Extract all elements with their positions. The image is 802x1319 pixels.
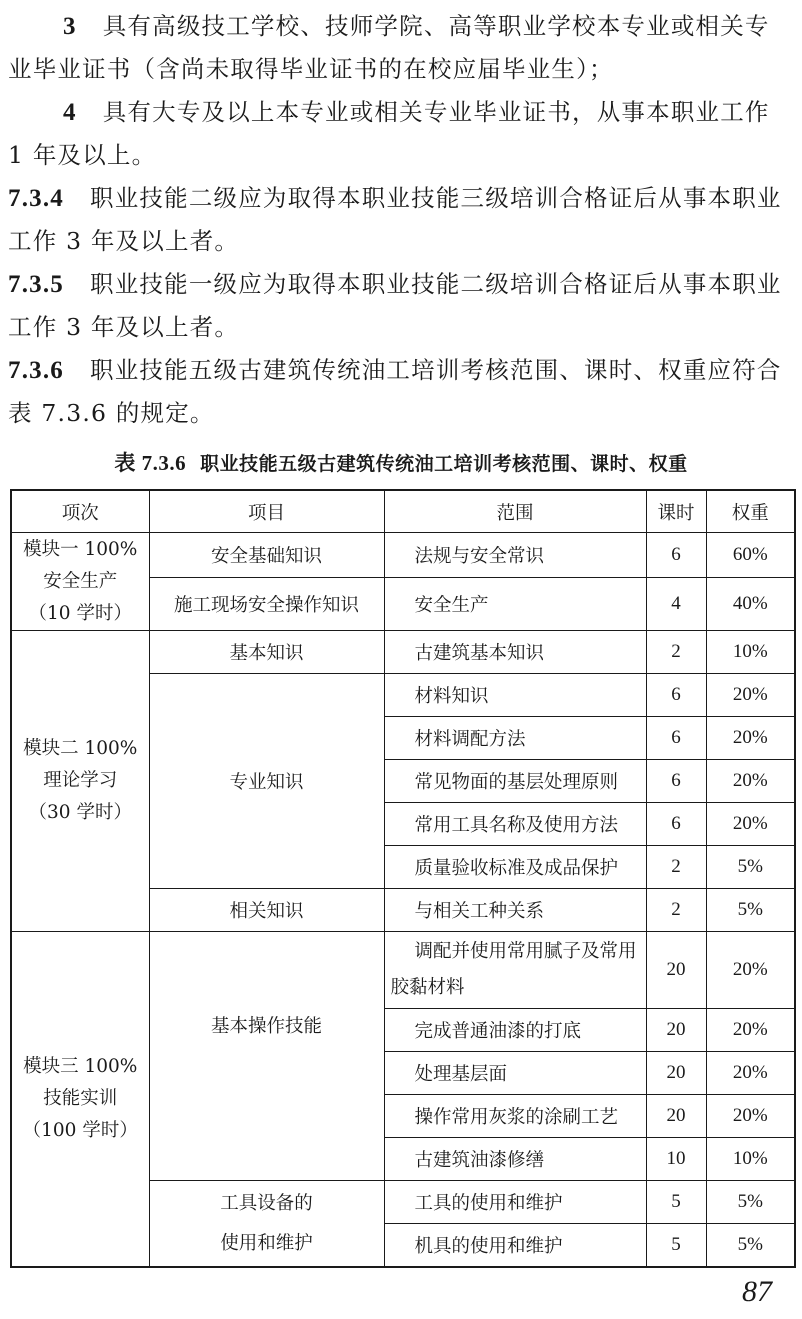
hours-cell: 6	[646, 533, 706, 578]
module-name: 理论学习	[43, 770, 118, 791]
module-title: 模块三 100%	[23, 1056, 138, 1077]
item-number: 4	[63, 99, 77, 126]
table-header-row	[11, 490, 795, 533]
clause-7-3-5	[8, 263, 794, 349]
clause-7-3-4	[8, 177, 794, 263]
scope-cell: 质量验收标准及成品保护	[384, 846, 646, 889]
hours-cell: 20	[646, 1009, 706, 1052]
module-cell	[11, 533, 149, 631]
page-number: 87	[742, 1275, 772, 1308]
weight-cell: 10%	[706, 1138, 795, 1181]
scope-cell: 常用工具名称及使用方法	[384, 803, 646, 846]
hours-cell: 5	[646, 1224, 706, 1268]
module-title: 模块一 100%	[23, 538, 138, 560]
table-row	[11, 631, 795, 674]
header-weight: 权重	[706, 490, 795, 533]
item-text: 具有高级技工学校、技师学院、高等职业学校本专业或相关专业毕业证书（含尚未取得毕业证书的在校应届毕业生）；	[8, 12, 770, 83]
scope-cell: 处理基层面	[384, 1052, 646, 1095]
header-item-no: 项次	[11, 490, 149, 533]
item-text: 具有大专及以上本专业或相关专业毕业证书，从事本职业工作 1 年及以上。	[8, 98, 770, 169]
hours-cell: 6	[646, 717, 706, 760]
scope-cell: 材料调配方法	[384, 717, 646, 760]
clause-number: 7.3.6	[8, 357, 64, 384]
scope-cell: 常见物面的基层处理原则	[384, 760, 646, 803]
item-number: 3	[63, 13, 77, 40]
table-caption	[0, 447, 802, 477]
weight-cell: 5%	[706, 1224, 795, 1268]
scope-cell: 机具的使用和维护	[384, 1224, 646, 1268]
clause-text: 职业技能五级古建筑传统油工培训考核范围、课时、权重应符合表 7.3.6 的规定。	[8, 356, 782, 427]
weight-cell: 5%	[706, 846, 795, 889]
training-table	[10, 489, 796, 1268]
table-caption-text: 职业技能五级古建筑传统油工培训考核范围、课时、权重	[200, 453, 688, 475]
clause-text: 职业技能一级应为取得本职业技能二级培训合格证后从事本职业工作 3 年及以上者。	[8, 270, 782, 341]
item-line: 工具设备的	[220, 1192, 313, 1214]
item-cell: 施工现场安全操作知识	[149, 578, 384, 631]
table-row	[11, 533, 795, 578]
scope-cell: 操作常用灰浆的涂刷工艺	[384, 1095, 646, 1138]
hours-cell: 6	[646, 803, 706, 846]
scope-cell: 完成普通油漆的打底	[384, 1009, 646, 1052]
scope-cell: 安全生产	[384, 578, 646, 631]
module-hours: （10 学时）	[28, 602, 132, 624]
table-caption-number: 表 7.3.6	[114, 451, 187, 475]
item-line: 使用和维护	[220, 1232, 313, 1254]
hours-cell: 10	[646, 1138, 706, 1181]
item-cell: 基本操作技能	[149, 932, 384, 1181]
module-title: 模块二 100%	[23, 738, 138, 759]
scope-cell: 工具的使用和维护	[384, 1181, 646, 1224]
module-name: 技能实训	[43, 1088, 118, 1109]
table-row	[11, 932, 795, 1009]
scope-cell: 法规与安全常识	[384, 533, 646, 578]
module-cell	[11, 631, 149, 932]
hours-cell: 20	[646, 1095, 706, 1138]
header-item: 项目	[149, 490, 384, 533]
module-hours: （30 学时）	[28, 802, 132, 823]
module-hours: （100 学时）	[22, 1120, 138, 1141]
scope-cell: 材料知识	[384, 674, 646, 717]
weight-cell: 20%	[706, 674, 795, 717]
weight-cell: 20%	[706, 932, 795, 1009]
item-cell	[149, 1181, 384, 1268]
clause-7-3-6	[8, 349, 794, 435]
weight-cell: 40%	[706, 578, 795, 631]
scope-cell: 与相关工种关系	[384, 889, 646, 932]
hours-cell: 6	[646, 760, 706, 803]
paragraph-item-4	[8, 91, 794, 177]
weight-cell: 20%	[706, 1095, 795, 1138]
weight-cell: 20%	[706, 803, 795, 846]
weight-cell: 20%	[706, 1009, 795, 1052]
scope-cell: 古建筑油漆修缮	[384, 1138, 646, 1181]
clause-text: 职业技能二级应为取得本职业技能三级培训合格证后从事本职业工作 3 年及以上者。	[8, 184, 782, 255]
weight-cell: 5%	[706, 1181, 795, 1224]
paragraph-item-3	[8, 5, 794, 91]
scope-cell: 调配并使用常用腻子及常用胶黏材料	[384, 932, 646, 1009]
scope-cell: 古建筑基本知识	[384, 631, 646, 674]
hours-cell: 20	[646, 1052, 706, 1095]
module-cell	[11, 932, 149, 1268]
weight-cell: 20%	[706, 1052, 795, 1095]
clause-number: 7.3.4	[8, 185, 64, 212]
hours-cell: 2	[646, 846, 706, 889]
item-cell: 基本知识	[149, 631, 384, 674]
item-cell: 相关知识	[149, 889, 384, 932]
weight-cell: 60%	[706, 533, 795, 578]
hours-cell: 2	[646, 889, 706, 932]
weight-cell: 5%	[706, 889, 795, 932]
clause-number: 7.3.5	[8, 271, 64, 298]
item-cell: 安全基础知识	[149, 533, 384, 578]
hours-cell: 6	[646, 674, 706, 717]
weight-cell: 10%	[706, 631, 795, 674]
hours-cell: 20	[646, 932, 706, 1009]
hours-cell: 4	[646, 578, 706, 631]
weight-cell: 20%	[706, 760, 795, 803]
hours-cell: 2	[646, 631, 706, 674]
module-name: 安全生产	[43, 570, 118, 592]
item-cell: 专业知识	[149, 674, 384, 889]
header-scope: 范围	[384, 490, 646, 533]
header-hours: 课时	[646, 490, 706, 533]
hours-cell: 5	[646, 1181, 706, 1224]
weight-cell: 20%	[706, 717, 795, 760]
